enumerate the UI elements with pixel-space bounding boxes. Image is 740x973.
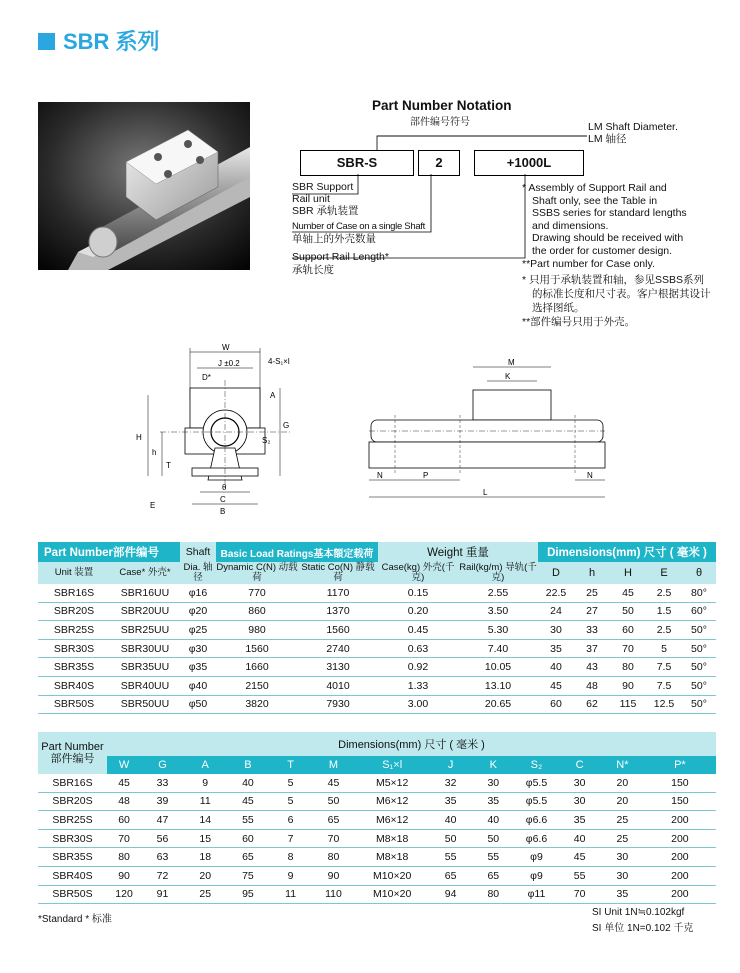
table-cell: 1170 [298,584,378,602]
t2-col-header: B [227,756,270,774]
table-cell: φ9 [515,848,559,867]
table-row [38,866,716,885]
table-cell: 5 [646,639,682,658]
table-cell: 60 [107,811,141,830]
table-cell: M10×20 [355,866,429,885]
table-cell: 150 [644,792,716,811]
dim-theta: θ [222,483,227,492]
t2-col-header: G [141,756,184,774]
table-cell: 13.10 [458,676,538,695]
table-cell: 33 [141,774,184,792]
table-cell: φ6.6 [515,811,559,830]
table-cell: 0.45 [378,621,458,640]
dim-P: P [423,471,429,480]
t2-col-header: S₂ [515,756,559,774]
table-cell: 60° [682,602,716,621]
side-view-drawing [365,355,610,515]
table-cell: M6×12 [355,792,429,811]
table-cell: 30 [558,792,601,811]
table-cell: 4010 [298,676,378,695]
table-cell: 65 [312,811,355,830]
table-cell: 120 [107,885,141,904]
table-cell: 45 [107,774,141,792]
table-cell: 200 [644,866,716,885]
table-cell: 7.5 [646,676,682,695]
table-cell: 80 [610,658,646,677]
table-cell: 72 [141,866,184,885]
table-cell: 40 [227,774,270,792]
dim-J: J ±0.2 [218,359,240,368]
t2-header-part: Part Number 部件编号 [38,732,107,774]
table-row [38,792,716,811]
notation-box-model: SBR-S [300,150,414,176]
table-cell: 30 [601,866,644,885]
table-cell: 91 [141,885,184,904]
table-cell: φ5.5 [515,792,559,811]
table-cell: 2.55 [458,584,538,602]
table-cell: 200 [644,885,716,904]
table-cell: M8×18 [355,848,429,867]
dim-H: H [136,433,142,442]
dim-W: W [222,343,230,352]
table-cell: 50° [682,621,716,640]
table-cell: 1660 [216,658,298,677]
dim-G: G [283,421,290,430]
t1-col-case: Case* 外壳* [110,562,180,584]
table-cell: 45 [610,584,646,602]
t1-header-shaft: Shaft [180,542,216,562]
lm-label-cn: LM 轴径 [588,133,627,145]
table-cell: 55 [558,866,601,885]
table-row [38,695,716,714]
table-cell: 7 [269,829,312,848]
table-cell: 980 [216,621,298,640]
spec-table-1 [38,542,716,714]
table-cell: 0.20 [378,602,458,621]
t2-col-header: P* [644,756,716,774]
table-cell: SBR40S [38,676,110,695]
table-cell: 80 [107,848,141,867]
t2-col-header: A [184,756,227,774]
table-cell: 11 [269,885,312,904]
dim-M: M [508,358,515,367]
table-cell: φ50 [180,695,216,714]
table-cell: 70 [107,829,141,848]
table-cell: 3130 [298,658,378,677]
table-cell: 39 [141,792,184,811]
spec-table-2 [38,732,716,904]
table-cell: 30 [472,774,515,792]
table-cell: 25 [601,811,644,830]
table-cell: 12.5 [646,695,682,714]
label-rail-unit-cn: SBR 承轨装置 [292,205,359,217]
table-cell: 770 [216,584,298,602]
lm-label-en: LM Shaft Diameter. [588,121,678,133]
table-cell: 9 [269,866,312,885]
table-cell: 70 [558,885,601,904]
table-cell: 35 [472,792,515,811]
table-cell: SBR50S [38,695,110,714]
table-cell: SBR25UU [110,621,180,640]
dim-S1: 4-S₁×l [268,357,290,366]
t1-col-theta: θ [682,562,716,584]
table-cell: 60 [610,621,646,640]
table-cell: SBR35S [38,658,110,677]
t1-col-rail-kg: Rail(kg/m) 导轨(千克) [459,562,537,583]
t1-header-part: Part Number部件编号 [38,542,180,562]
table-cell: 55 [227,811,270,830]
t2-col-header: M [312,756,355,774]
footer-si-unit: SI Unit 1N≒0.102kgf [592,907,685,918]
table-cell: φ35 [180,658,216,677]
table-cell: 1560 [216,639,298,658]
t1-header-weight: Weight 重量 [378,542,538,562]
t2-col-header: N* [601,756,644,774]
table-cell: 10.05 [458,658,538,677]
table-cell: 65 [472,866,515,885]
table-cell: SBR16S [38,584,110,602]
dim-A: A [270,391,276,400]
table-cell: SBR40S [38,866,107,885]
dim-C: C [220,495,226,504]
table-cell: 45 [227,792,270,811]
table-cell: 30 [558,774,601,792]
t1-header-dims: Dimensions(mm) 尺寸 ( 毫米 ) [538,542,716,562]
table-cell: M6×12 [355,811,429,830]
table-cell: 94 [429,885,472,904]
table-cell: 5 [269,774,312,792]
table-cell: SBR25S [38,621,110,640]
table-cell: 55 [429,848,472,867]
t1-col-static: Static Co(N) 静载荷 [298,562,378,584]
table-cell: 43 [574,658,610,677]
table-cell: 0.92 [378,658,458,677]
table-cell: 200 [644,811,716,830]
table-cell: 90 [107,866,141,885]
table-cell: 70 [312,829,355,848]
label-case-count-cn: 单轴上的外壳数量 [292,233,376,245]
table-cell: 1370 [298,602,378,621]
table-cell: φ30 [180,639,216,658]
t1-col-h: h [574,562,610,584]
table-cell: 3.00 [378,695,458,714]
t2-col-header: S₁×l [355,756,429,774]
table-cell: 33 [574,621,610,640]
label-rail-length-en: Support Rail Length* [292,251,389,263]
table-cell: 2.5 [646,621,682,640]
table-cell: 50 [472,829,515,848]
page-title: SBR 系列 [38,25,160,56]
table-cell: 1.33 [378,676,458,695]
table-cell: φ25 [180,621,216,640]
table-cell: 50° [682,676,716,695]
square-bullet-icon [38,33,55,50]
table-cell: 18 [184,848,227,867]
table-cell: 5 [269,792,312,811]
table-cell: 62 [574,695,610,714]
table-cell: 55 [472,848,515,867]
table-cell: M10×20 [355,885,429,904]
table-cell: 8 [269,848,312,867]
table-cell: 1.5 [646,602,682,621]
table-cell: φ9 [515,866,559,885]
t1-col-H: H [610,562,646,584]
t1-col-E: E [646,562,682,584]
table-cell: 65 [227,848,270,867]
table-row [38,774,716,792]
table-cell: SBR50UU [110,695,180,714]
t1-col-D: D [538,562,574,584]
table-cell: 47 [141,811,184,830]
table-cell: 7.40 [458,639,538,658]
table-cell: 14 [184,811,227,830]
dim-B: B [220,507,226,516]
table-cell: 20 [601,792,644,811]
t2-header-dims: Dimensions(mm) 尺寸 ( 毫米 ) [107,732,716,756]
table-cell: 3820 [216,695,298,714]
notation-title: Part Number Notation [372,98,512,113]
table-cell: 27 [574,602,610,621]
table-cell: 1560 [298,621,378,640]
notation-box-count: 2 [418,150,460,176]
table-cell: 45 [558,848,601,867]
table-cell: 200 [644,848,716,867]
table-cell: 2740 [298,639,378,658]
table-cell: φ6.6 [515,829,559,848]
dim-S2: S₂ [262,436,271,445]
table-cell: 48 [574,676,610,695]
table-cell: 56 [141,829,184,848]
t2-col-header: W [107,756,141,774]
table-cell: SBR20UU [110,602,180,621]
table-cell: 9 [184,774,227,792]
table-cell: SBR35S [38,848,107,867]
table-cell: SBR30UU [110,639,180,658]
table-cell: M5×12 [355,774,429,792]
label-rail-length-cn: 承轨长度 [292,264,334,276]
dim-N-left: N [377,471,383,480]
table-cell: 0.63 [378,639,458,658]
table-cell: 40 [472,811,515,830]
table-cell: 90 [610,676,646,695]
t1-header-load: Basic Load Ratings基本額定载荷 [216,542,378,562]
table-row [38,602,716,621]
table-cell: 95 [227,885,270,904]
table-row [38,658,716,677]
table-row [38,639,716,658]
dim-T: T [166,461,171,470]
table-cell: 70 [610,639,646,658]
table-cell: φ16 [180,584,216,602]
table-cell: 2150 [216,676,298,695]
table-cell: 32 [429,774,472,792]
table-cell: 35 [558,811,601,830]
table-cell: 6 [269,811,312,830]
table-cell: 45 [312,774,355,792]
table-cell: 63 [141,848,184,867]
table-cell: SBR16UU [110,584,180,602]
table-cell: 40 [429,811,472,830]
label-case-count-en: Number of Case on a single Shaft [292,221,425,232]
table-cell: 80° [682,584,716,602]
table-cell: SBR50S [38,885,107,904]
table-row [38,811,716,830]
t2-col-header: K [472,756,515,774]
table-cell: 3.50 [458,602,538,621]
table-cell: 90 [312,866,355,885]
table-cell: 115 [610,695,646,714]
table-cell: SBR30S [38,639,110,658]
table-cell: 15 [184,829,227,848]
table-cell: 35 [538,639,574,658]
table-cell: 200 [644,829,716,848]
notes-cn: * 只用于承轨装置和轴，参见SSBS系列 的标准长度和尺寸表。客户根据其设计 选择图纸。 **部件编号只用于外壳。 [522,274,711,328]
table-cell: 40 [538,658,574,677]
table-cell: 11 [184,792,227,811]
table-cell: φ11 [515,885,559,904]
footer-si-unit-cn: SI 单位 1N=0.102 千克 [592,923,694,934]
table-cell: 7.5 [646,658,682,677]
table-cell: 50 [610,602,646,621]
table-cell: φ5.5 [515,774,559,792]
table-cell: 50° [682,695,716,714]
table-cell: 35 [601,885,644,904]
t1-col-case-kg: Case(kg) 外壳(千克) [378,562,458,584]
table-cell: 40 [558,829,601,848]
t2-col-header: J [429,756,472,774]
table-row [38,621,716,640]
table-cell: 50° [682,639,716,658]
table-cell: φ20 [180,602,216,621]
table-cell: 0.15 [378,584,458,602]
table-cell: 48 [107,792,141,811]
t1-col-dynamic: Dynamic C(N) 动载荷 [216,562,298,583]
table-cell: 60 [227,829,270,848]
table-cell: 37 [574,639,610,658]
t2-col-header: T [269,756,312,774]
table-cell: 30 [601,848,644,867]
t2-col-header: C [558,756,601,774]
table-row [38,676,716,695]
table-row [38,584,716,602]
table-cell: 24 [538,602,574,621]
notation-box-length: +1000L [474,150,584,176]
table-cell: 30 [538,621,574,640]
table-cell: 22.5 [538,584,574,602]
table-cell: 80 [472,885,515,904]
table-cell: 45 [538,676,574,695]
table-cell: 50 [429,829,472,848]
dim-E: E [150,501,156,510]
t1-col-dia: Dia. 轴径 [180,562,216,584]
dim-D: D* [202,373,211,382]
notation-subtitle: 部件编号符号 [410,117,470,128]
table-cell: M8×18 [355,829,429,848]
notes-en: * Assembly of Support Rail and Shaft only, see the Table in SSBS series for standard lengths and dimensions. Drawing should be received with the order for customer design. **Part number for Case only. [522,182,687,270]
table-cell: 60 [538,695,574,714]
table-row [38,829,716,848]
table-cell: 2.5 [646,584,682,602]
cross-section-drawing [130,340,300,520]
table-cell: 25 [574,584,610,602]
product-photo [38,102,250,270]
table-cell: SBR16S [38,774,107,792]
table-cell: SBR40UU [110,676,180,695]
table-cell: 25 [601,829,644,848]
t1-col-unit: Unit 装置 [38,562,110,584]
table-cell: SBR25S [38,811,107,830]
table-cell: 20.65 [458,695,538,714]
table-row [38,885,716,904]
table-row [38,848,716,867]
table-cell: 150 [644,774,716,792]
table-cell: 65 [429,866,472,885]
footer-standard: *Standard * 标准 [38,914,112,925]
dim-K: K [505,372,511,381]
table-cell: 860 [216,602,298,621]
table-cell: SBR35UU [110,658,180,677]
table-cell: 7930 [298,695,378,714]
dim-h: h [152,448,157,457]
label-rail-unit-en2: Rail unit [292,193,330,205]
table-cell: 35 [429,792,472,811]
table-cell: 20 [601,774,644,792]
table-cell: 50 [312,792,355,811]
table-cell: SBR30S [38,829,107,848]
table-cell: SBR20S [38,602,110,621]
table-cell: 80 [312,848,355,867]
table-cell: 110 [312,885,355,904]
table-cell: SBR20S [38,792,107,811]
table-cell: φ40 [180,676,216,695]
label-rail-unit-en: SBR Support [292,181,354,193]
table-cell: 5.30 [458,621,538,640]
dim-N-right: N [587,471,593,480]
table-cell: 50° [682,658,716,677]
table-cell: 75 [227,866,270,885]
dim-L: L [483,488,488,497]
table-cell: 20 [184,866,227,885]
table-cell: 25 [184,885,227,904]
